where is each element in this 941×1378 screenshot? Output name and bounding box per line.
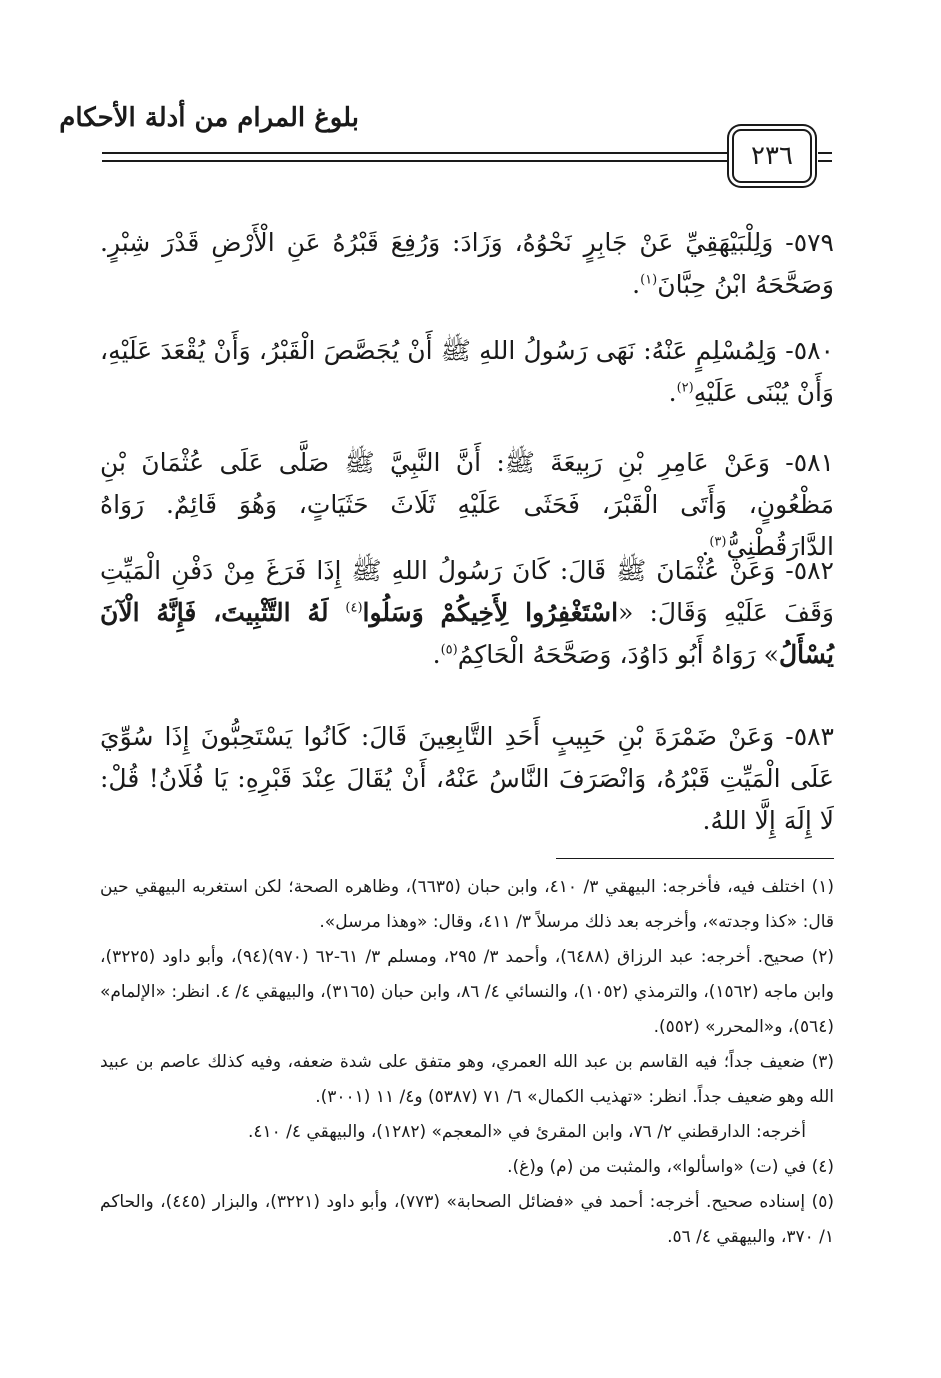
hadith-text: وَعَنْ ضَمْرَةَ بْنِ حَبِيبٍ أَحَدِ التَّابِعِينَ قَالَ: كَانُوا يَسْتَحِبُّونَ إِذَا سُوِّيَ عَلَى الْمَيِّتِ قَبْرُهُ، وَانْصَرَفَ النَّاسُ عَنْهُ، أَنْ يُقَالَ عِنْدَ قَبْرِهِ: يَا فُلَانُ! قُلْ: لَا إِلَهَ إِلَّا اللهُ. [100,722,834,835]
footnote-3: (٣) ضعيف جداً؛ فيه القاسم بن عبد الله العمري، وهو متفق على شدة ضعفه، وفيه كذلك عاصم بن عبيد الله وهو ضعيف جداً. انظر: «تهذيب الكمال» ٦/ ٧١ (٥٣٨٧) و٤/ ١١ (٣٠٠١). [100,1052,834,1107]
footnote-ref[interactable]: (٥) [440,642,458,658]
header-rule [818,160,832,162]
header-rule [102,160,730,162]
book-title: بلوغ المرام من أدلة الأحكام [59,103,359,133]
hadith-582 [100,550,834,676]
hadith-quote: لَهُ التَّثْبِيتَ، فَإِنَّهُ الْآنَ يُسْأَلُ [100,598,834,669]
footnote-ref[interactable]: (٣) [709,534,727,550]
hadith-number: ٥٨٢- [785,556,834,585]
footnotes [100,870,834,1255]
hadith-579 [100,222,834,306]
hadith-end: . [668,378,677,407]
footnote-ref[interactable]: (١) [640,272,658,288]
hadith-583 [100,716,834,842]
footnote-1: (١) اختلف فيه، فأخرجه: البيهقي ٣/ ٤١٠، وابن حبان (٦٦٣٥)، وظاهره الصحة؛ لكن استغربه البيهقي حين قال: «كذا وجدته»، وأخرجه بعد ذلك مرسلاً ٣/ ٤١١، وقال: «وهذا مرسل». [100,877,834,932]
header-rule [818,152,832,154]
hadith-end: . [701,532,710,561]
footnote-4: (٤) في (ت) «واسألوا»، والمثبت من (م) و(غ). [507,1157,834,1177]
footnote-ref[interactable]: (٢) [676,380,694,396]
hadith-number: ٥٧٩- [785,228,834,257]
hadith-text: وَلِلْبَيْهَقِيِّ عَنْ جَابِرٍ نَحْوُهُ، وَزَادَ: وَرُفِعَ قَبْرُهُ عَنِ الْأَرْضِ قَدْرَ شِبْرٍ. وَصَحَّحَهُ ابْنُ حِبَّانَ [100,228,834,299]
footnote-5: (٥) إسناده صحيح. أخرجه: أحمد في «فضائل الصحابة» (٧٧٣)، وأبو داود (٣٢٢١)، والبزار (٤٤٥)، والحاكم ١/ ٣٧٠، والبيهقي ٤/ ٥٦. [100,1192,835,1247]
hadith-end: . [432,640,441,669]
hadith-number: ٥٨١- [785,448,834,477]
hadith-number: ٥٨٣- [785,722,834,751]
hadith-quote: اسْتَغْفِرُوا لِأَخِيكُمْ وَسَلُوا [362,598,619,627]
hadith-580 [100,330,834,414]
footnote-3-continuation: أخرجه: الدارقطني ٢/ ٧٦، وابن المقرئ في «المعجم» (١٢٨٢)، والبيهقي ٤/ ٤١٠. [247,1122,806,1142]
hadith-text: » رَوَاهُ أَبُو دَاوُدَ، وَصَحَّحَهُ الْحَاكِمُ [457,640,779,669]
hadith-text: وَعَنْ عُثْمَانَ ﷺ قَالَ: كَانَ رَسُولُ اللهِ ﷺ إِذَا فَرَغَ مِنْ دَفْنِ الْمَيِّتِ وَقَفَ عَلَيْهِ وَقَالَ: « [100,556,834,627]
hadith-end: . [632,270,641,299]
footnote-separator [556,858,834,859]
page-number: ٢٣٦ [732,129,812,183]
hadith-number: ٥٨٠- [785,336,834,365]
hadith-text: وَلِمُسْلِمٍ عَنْهُ: نَهَى رَسُولُ اللهِ ﷺ أَنْ يُجَصَّصَ الْقَبْرُ، وَأَنْ يُقْعَدَ عَلَيْهِ، وَأَنْ يُبْنَى عَلَيْهِ [100,336,834,407]
hadith-text: وَعَنْ عَامِرِ بْنِ رَبِيعَةَ ﷺ: أَنَّ النَّبِيَّ ﷺ صَلَّى عَلَى عُثْمَانَ بْنِ مَظْعُونٍ، وَأَتَى الْقَبْرَ، فَحَثَى عَلَيْهِ ثَلَاثَ حَثَيَاتٍ، وَهُوَ قَائِمٌ. رَوَاهُ الدَّارَقُطْنِيُّ [100,448,834,561]
footnote-2: (٢) صحيح. أخرجه: عبد الرزاق (٦٤٨٨)، وأحمد ٣/ ٢٩٥، ومسلم ٣/ ٦١-٦٢ (٩٧٠)(٩٤)، وأبو داود (٣٢٢٥)، وابن ماجه (١٥٦٢)، والترمذي (١٠٥٢)، والنسائي ٤/ ٨٦، وابن حبان (٣١٦٥)، والبيهقي ٤/ ٤. انظر: «الإلمام» (٥٦٤)، و«المحرر» (٥٥٢). [100,947,835,1037]
footnote-ref[interactable]: (٤) [345,600,363,616]
header-rule [102,152,730,154]
